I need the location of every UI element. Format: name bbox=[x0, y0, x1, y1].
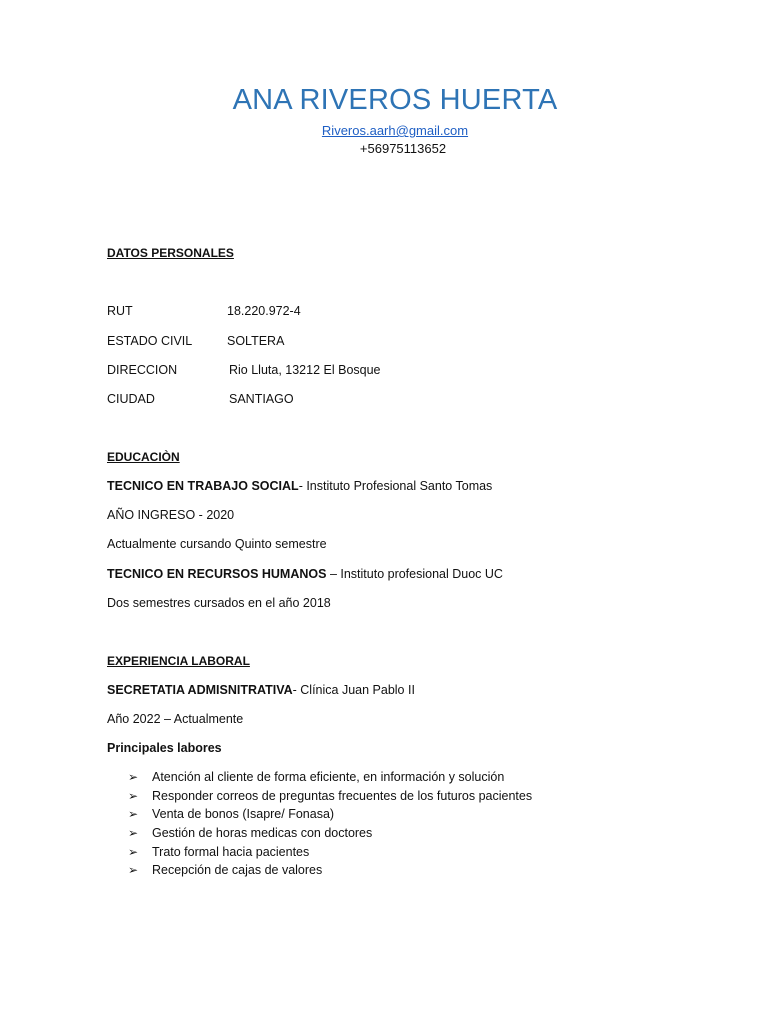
address-value: Rio Lluta, 13212 El Bosque bbox=[229, 363, 381, 377]
address-label: DIRECCION bbox=[107, 363, 178, 377]
list-item bbox=[128, 842, 532, 861]
education-entry-2 bbox=[107, 567, 503, 581]
duty-text: Gestión de horas medicas con doctores bbox=[152, 826, 373, 841]
personal-data-heading: DATOS PERSONALES bbox=[107, 246, 234, 260]
arrow-bullet-icon: ➢ bbox=[128, 863, 139, 878]
duties-label: Principales labores bbox=[107, 741, 222, 755]
education-entry-1-status: Actualmente cursando Quinto semestre bbox=[107, 537, 327, 551]
list-item bbox=[128, 824, 532, 843]
education-heading: EDUCACIÒN bbox=[107, 450, 180, 464]
city-label: CIUDAD bbox=[107, 392, 155, 406]
email-link[interactable]: Riveros.aarh@gmail.com bbox=[321, 123, 469, 138]
education-entry-2-note: Dos semestres cursados en el año 2018 bbox=[107, 596, 331, 610]
list-item bbox=[128, 787, 532, 806]
candidate-name: ANA RIVEROS HUERTA bbox=[232, 84, 558, 116]
arrow-bullet-icon: ➢ bbox=[128, 788, 139, 803]
list-item bbox=[128, 861, 532, 880]
job-entry bbox=[107, 683, 415, 697]
education-entry-1 bbox=[107, 479, 492, 493]
arrow-bullet-icon: ➢ bbox=[128, 826, 139, 841]
list-item bbox=[128, 805, 532, 824]
job-period: Año 2022 – Actualmente bbox=[107, 712, 244, 726]
duties-list bbox=[128, 768, 532, 880]
education-entry-1-title: TECNICO EN TRABAJO SOCIAL bbox=[107, 479, 299, 493]
rut-value: 18.220.972-4 bbox=[227, 304, 301, 318]
civil-status-value: SOLTERA bbox=[227, 334, 285, 348]
phone-number: +56975113652 bbox=[359, 141, 447, 156]
city-value: SANTIAGO bbox=[229, 392, 294, 406]
experience-heading: EXPERIENCIA LABORAL bbox=[107, 654, 250, 668]
civil-status-label: ESTADO CIVIL bbox=[107, 334, 193, 348]
duty-text: Atención al cliente de forma eficiente, en información y solución bbox=[152, 770, 505, 785]
rut-label: RUT bbox=[107, 304, 133, 318]
list-item bbox=[128, 768, 532, 787]
duty-text: Responder correos de preguntas frecuentes de los futuros pacientes bbox=[152, 788, 533, 803]
arrow-bullet-icon: ➢ bbox=[128, 807, 139, 822]
duty-text: Recepción de cajas de valores bbox=[152, 863, 323, 878]
arrow-bullet-icon: ➢ bbox=[128, 844, 139, 859]
duty-text: Trato formal hacia pacientes bbox=[152, 844, 310, 859]
job-employer: - Clínica Juan Pablo II bbox=[292, 683, 415, 697]
education-entry-1-year: AÑO INGRESO - 2020 bbox=[107, 508, 235, 522]
duty-text: Venta de bonos (Isapre/ Fonasa) bbox=[152, 807, 335, 822]
education-entry-2-title: TECNICO EN RECURSOS HUMANOS bbox=[107, 567, 327, 581]
education-entry-1-institution: - Instituto Profesional Santo Tomas bbox=[298, 479, 493, 493]
job-title: SECRETATIA ADMISNITRATIVA bbox=[107, 683, 293, 697]
arrow-bullet-icon: ➢ bbox=[128, 770, 139, 785]
education-entry-2-institution: – Instituto profesional Duoc UC bbox=[326, 567, 503, 581]
